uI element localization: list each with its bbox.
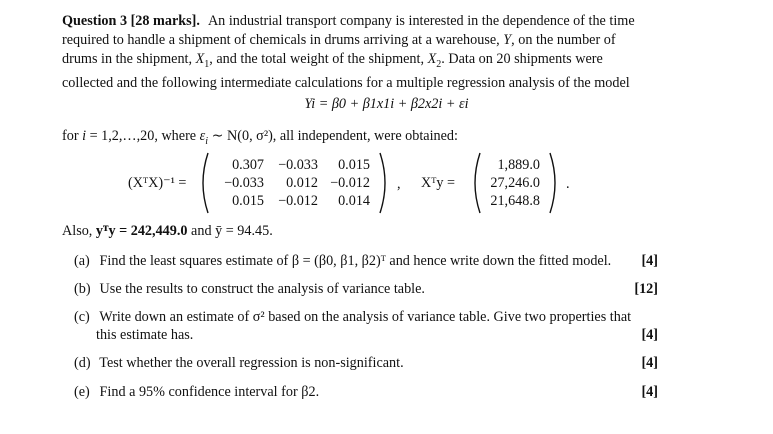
matrix-cell: −0.033 <box>224 175 264 191</box>
matrix-cell: 0.015 <box>232 193 264 209</box>
error-distribution: ∼ N(0, σ²), all independent, were obtained: <box>211 128 458 144</box>
intro-line-2: required to handle a shipment of chemicals in drums arriving at a warehouse, <box>62 32 500 49</box>
question-page: Question 3 [28 marks]. An industrial transport company is interested in the dependence of the time required to handle a shipment of chemicals in drums arriving at a warehouse, Y, on the number of drums in the shipment, $X_1$, and the total weight of the shipment, $X_2$. Data on 20 shipments were collected and the following intermediate calculations for a multiple regression analysis of the model Yi = β0 + β1x1i + β2x2i + εi for i = 1,2,…,20, where $\varepsilon_i$ ∼ N(0, σ²), all independent, were obtained: (XᵀX)⁻¹ = 0.307 −0.033 0.015 −0.033 0.012 −0.012 0.015 −0.012 0.014 , Xᵀy = 1,889.0 27,246.0 21,648.8 . Also, yᵀy = 242,449.0 and ȳ = 94.45. (a) Find the least squares estimate of β = (β0, β1, β2)ᵀ and hence write down the fitted model. [4] (b) Use the results to construct the analysis of variance table. [12] (c) Write down an estimate of σ² based on the analysis of variance table. Give two properties that this estimate has. [4] (d) Test whether the overall regression is non-significant. [4] (e) Find a 95% confidence interval for β2. [4] <box>0 0 773 434</box>
part-e <box>74 384 319 401</box>
part-label: (c) <box>74 309 90 325</box>
left-paren-matrix <box>196 152 210 214</box>
matrix-cell: −0.012 <box>278 193 318 209</box>
also-and: and <box>191 223 212 239</box>
part-label: (b) <box>74 281 91 297</box>
xtx-inverse-label: (XᵀX)⁻¹ = <box>128 175 187 191</box>
matrix-cell: 0.014 <box>338 193 370 209</box>
part-label: (e) <box>74 384 90 400</box>
question-heading: Question 3 [28 marks]. <box>62 13 200 29</box>
part-label: (d) <box>74 355 91 371</box>
assumption-line: for i = 1,2,…,20, where $\varepsilon_i$ ∼ N(0, σ²), all independent, were obtained: <box>62 128 458 147</box>
model-equation: Yi = β0 + β1x1i + β2x2i + εi <box>304 96 469 112</box>
matrix-cell: −0.012 <box>330 175 370 191</box>
summary-stats-line <box>62 223 273 240</box>
intro-line-3b: , and the total weight of the shipment, <box>209 51 425 68</box>
intro-line-3c: . Data on 20 shipments were <box>441 51 603 68</box>
part-d <box>74 355 404 372</box>
also-prefix: Also, <box>62 223 93 239</box>
matrix-cell: −0.033 <box>278 157 318 173</box>
matrix-cell: 0.012 <box>286 175 318 191</box>
part-text: Write down an estimate of σ² based on the analysis of variance table. Give two properties that <box>99 309 632 325</box>
part-text: Test whether the overall regression is non-significant. <box>99 355 404 371</box>
vector-cell: 21,648.8 <box>490 193 540 209</box>
part-text: Find a 95% confidence interval for β2. <box>99 384 320 400</box>
index-range: = 1,2,…,20, where <box>89 128 197 144</box>
part-marks: [4] <box>641 253 658 269</box>
part-marks: [12] <box>634 281 658 297</box>
intro-line-2-tail: , on the number of <box>511 32 616 49</box>
right-paren-matrix <box>378 152 392 214</box>
vector-cell: 1,889.0 <box>497 157 540 173</box>
part-marks: [4] <box>641 327 658 343</box>
part-c <box>74 309 631 326</box>
part-label: (a) <box>74 253 90 269</box>
part-text: Use the results to construct the analysis of variance table. <box>99 281 425 297</box>
vector-cell: 27,246.0 <box>490 175 540 191</box>
part-marks: [4] <box>641 355 658 371</box>
intro-line-1: An industrial transport company is interested in the dependence of the time <box>207 13 635 29</box>
intro-line-3a: drums in the shipment, <box>62 51 193 68</box>
matrix-cell: 0.307 <box>232 157 264 173</box>
part-a <box>74 253 611 270</box>
yty-value: yᵀy = 242,449.0 <box>95 223 188 239</box>
right-paren-vector <box>548 152 562 214</box>
ybar-value: ȳ = 94.45. <box>215 223 273 239</box>
question-intro: Question 3 [28 marks]. An industrial transport company is interested in the dependence of the time required to handle a shipment of chemicals in drums arriving at a warehouse, Y, on the number of drums in the shipment, $X_1$, and the total weight of the shipment, $X_2$. Data on 20 shipments were collected and the following intermediate calculations for a multiple regression analysis of the model <box>62 12 662 94</box>
part-marks: [4] <box>641 384 658 400</box>
xty-label: Xᵀy = <box>421 175 456 191</box>
intro-line-4: collected and the following intermediate calculations for a multiple regression analysis of the model <box>62 75 630 92</box>
part-b <box>74 281 425 298</box>
for-prefix: for <box>62 128 79 144</box>
part-text: Find the least squares estimate of β = (β0, β1, β2)ᵀ and hence write down the fitted model. <box>99 253 612 269</box>
matrix-cell: 0.015 <box>338 157 370 173</box>
part-c-continued: this estimate has. <box>96 327 194 343</box>
